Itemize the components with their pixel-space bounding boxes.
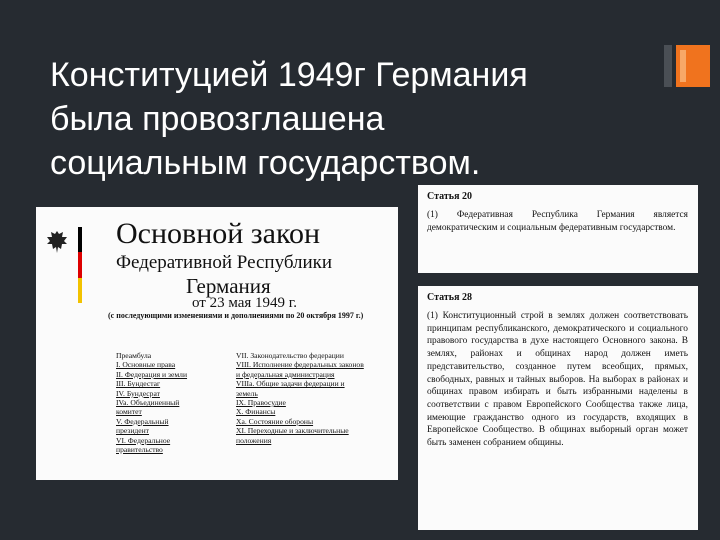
- article-20-heading: Статья 20: [427, 191, 472, 202]
- toc-item[interactable]: VIII. Исполнение федеральных законов: [236, 360, 364, 370]
- toc-item[interactable]: I. Основные права: [116, 360, 176, 370]
- document-title: Основной закон: [116, 217, 321, 250]
- slide-title: [50, 53, 610, 185]
- table-of-contents-right: [236, 351, 396, 445]
- toc-item[interactable]: II. Федерация и земли: [116, 369, 188, 379]
- toc-item[interactable]: VIIIa. Общие задачи федерации и: [236, 379, 345, 389]
- toc-item[interactable]: и федеральная администрация: [236, 369, 335, 379]
- table-of-contents-left: [116, 351, 226, 454]
- german-flag-stripe: [78, 227, 82, 303]
- toc-item[interactable]: IV. Бундесрат: [116, 388, 160, 398]
- toc-item[interactable]: земель: [236, 388, 258, 398]
- document-date: от 23 мая 1949 г.: [192, 295, 298, 311]
- accent-bar-highlight: [680, 50, 686, 82]
- toc-item[interactable]: комитет: [116, 407, 142, 417]
- toc-item[interactable]: VI. Федеральное: [116, 435, 171, 445]
- toc-item[interactable]: президент: [116, 426, 150, 436]
- article-28-excerpt: [418, 286, 698, 530]
- document-subtitle-line-2: Германия: [186, 274, 271, 298]
- title-line-3: социальным государством.: [50, 143, 481, 182]
- toc-item[interactable]: IX. Правосудие: [236, 398, 286, 408]
- article-20-text: (1) Федеративная Республика Германия является демократическим и социальным федеративным государством.: [427, 210, 688, 233]
- article-20-excerpt: [418, 185, 698, 273]
- article-28-text: (1) Конституционный строй в землях должен соответствовать принципам республиканского, демократического и социального правового государства в духе настоящего Основного закона. В землях, районах и общинах народ должен иметь представительство, созданное путем всеобщих, прямых, свободных, равных и тайных выборов. На выборах в районах и общинах правом избирать и быть избранными наделены в соответствии с правом Европейского Сообщества также лица, имеющие гражданство одного из государств, входящих в Европейское Сообщество. В общинах выборный орган может быть заменен собранием общины.: [427, 311, 688, 449]
- document-amendment-note: (с последующими изменениями и дополнениями по 20 октября 1997 г.): [108, 311, 364, 320]
- basic-law-document: [36, 207, 398, 480]
- title-line-2: была провозглашена: [50, 99, 385, 138]
- toc-item[interactable]: правительство: [116, 445, 163, 455]
- toc-item[interactable]: положения: [236, 435, 272, 445]
- toc-item[interactable]: IVa. Объединенный: [116, 398, 180, 408]
- title-line-1: Конституцией 1949г Германия: [50, 55, 528, 94]
- toc-item[interactable]: V. Федеральный: [116, 416, 169, 426]
- accent-bar-dark: [664, 45, 672, 87]
- toc-item[interactable]: Xa. Состояние обороны: [236, 416, 314, 426]
- eagle-emblem-icon: [46, 229, 68, 255]
- toc-item: Преамбула: [116, 351, 152, 360]
- toc-item[interactable]: III. Бундестаг: [116, 379, 161, 389]
- toc-item[interactable]: X. Финансы: [236, 407, 276, 417]
- article-28-heading: Статья 28: [427, 292, 472, 303]
- toc-item[interactable]: XI. Переходные и заключительные: [236, 426, 349, 436]
- toc-item: VII. Законодательство федерации: [236, 351, 344, 360]
- document-subtitle-line-1: Федеративной Республики: [116, 252, 333, 273]
